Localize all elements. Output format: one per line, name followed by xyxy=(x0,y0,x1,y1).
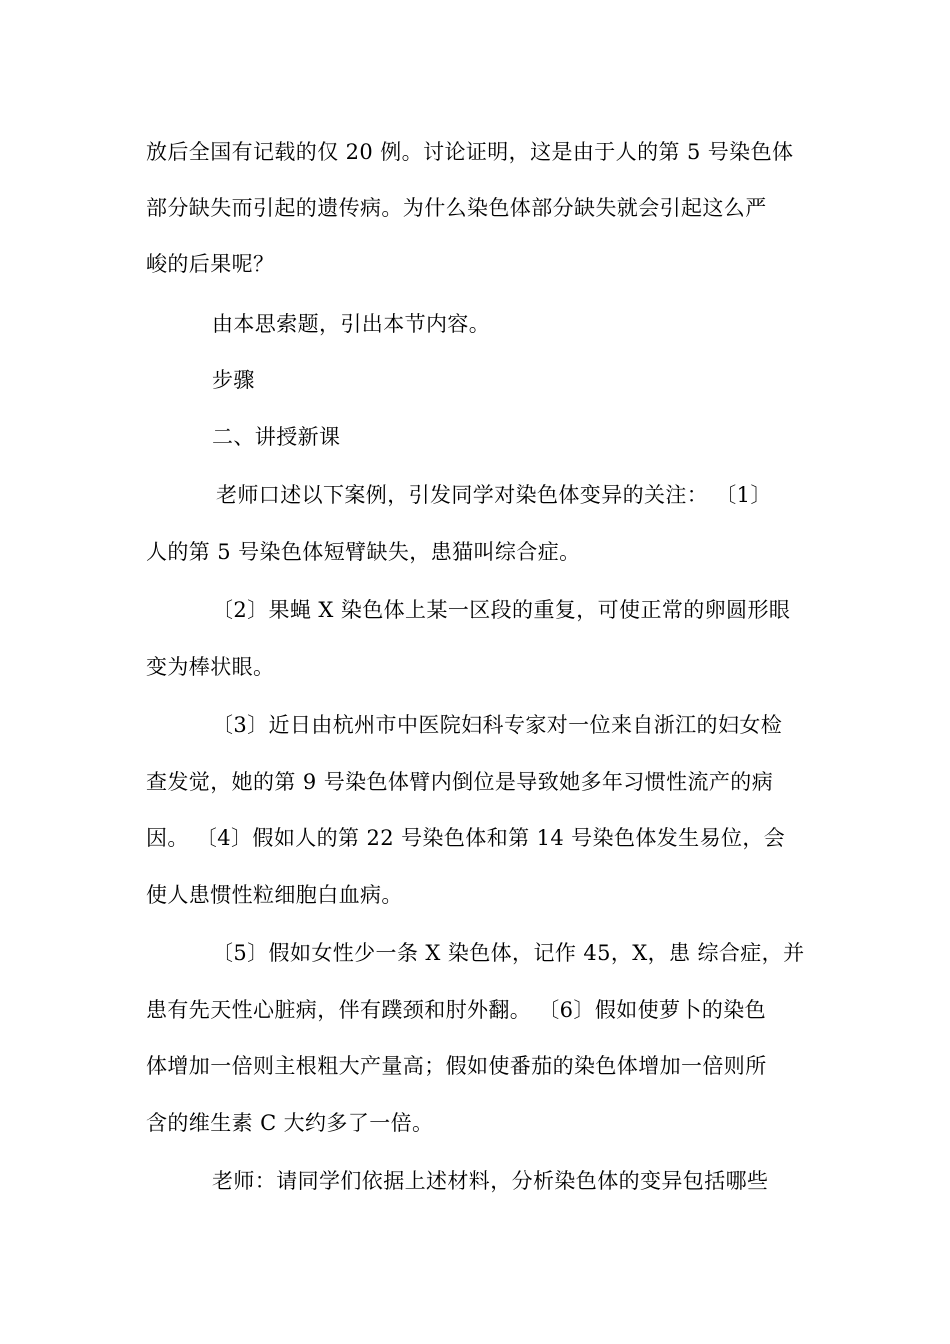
text-line: 含的维生素 C 大约多了一倍。 xyxy=(146,1111,434,1135)
text-line: 变为棒状眼。 xyxy=(146,655,275,679)
text-line: 使人患惯性粒细胞白血病。 xyxy=(146,883,403,907)
text-line: 老师口述以下案例，引发同学对染色体变异的关注： 〔1〕 xyxy=(216,483,772,507)
text-line: 〔3〕近日由杭州市中医院妇科专家对一位来自浙江的妇女检 xyxy=(212,713,783,737)
text-line: 步骤 xyxy=(212,368,255,392)
text-line: 患有先天性心脏病，伴有蹼颈和肘外翻。 〔6〕假如使萝卜的染色 xyxy=(146,998,767,1022)
text-line: 人的第 5 号染色体短臂缺失，患猫叫综合症。 xyxy=(146,540,581,564)
text-line: 峻的后果呢？ xyxy=(146,252,275,276)
text-line: 体增加一倍则主根粗大产量高；假如使番茄的染色体增加一倍则所 xyxy=(146,1054,767,1078)
text-line: 查发觉，她的第 9 号染色体臂内倒位是导致她多年习惯性流产的病 xyxy=(146,770,774,794)
text-line: 由本思索题，引出本节内容。 xyxy=(212,312,491,336)
text-line: 〔5〕假如女性少一条 X 染色体，记作 45，X，患 综合症，并 xyxy=(212,941,805,965)
text-line: 因。 〔4〕假如人的第 22 号染色体和第 14 号染色体发生易位，会 xyxy=(146,826,786,850)
text-line: 放后全国有记载的仅 20 例。讨论证明，这是由于人的第 5 号染色体 xyxy=(146,140,794,164)
text-line: 〔2〕果蝇 X 染色体上某一区段的重复，可使正常的卵圆形眼 xyxy=(212,598,791,622)
section-heading: 二、讲授新课 xyxy=(212,425,341,449)
text-line: 老师：请同学们依据上述材料，分析染色体的变异包括哪些 xyxy=(212,1169,769,1193)
text-line: 部分缺失而引起的遗传病。为什么染色体部分缺失就会引起这么严 xyxy=(146,196,767,220)
